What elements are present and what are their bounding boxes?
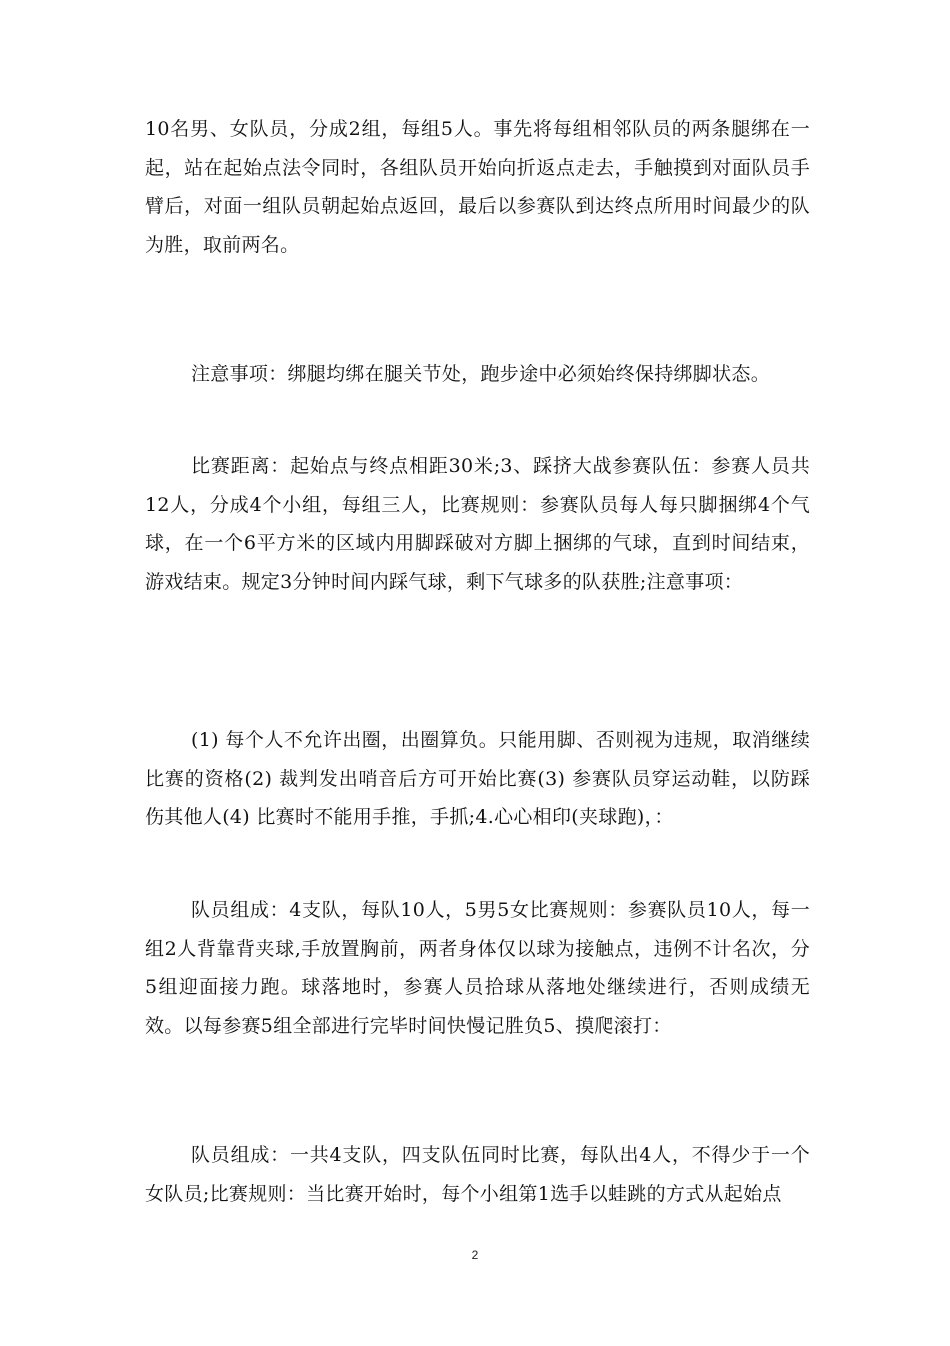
paragraph-leg-binding-notes: 注意事项：绑腿均绑在腿关节处，跑步途中必须始终保持绑脚状态。 [191,363,771,385]
paragraph-leg-binding-rules: 10名男、女队员，分成2组，每组5人。事先将每组相邻队员的两条腿绑在一起，站在起始点法令同时，各组队员开始向折返点走去，手触摸到对面队员手臂后，对面一组队员朝起始点返回，最后以参赛队到达终点所用时间最少的队为胜，取前两名。 [145,118,810,256]
paragraph-crawl-roll-rules: 队员组成：一共4支队，四支队伍同时比赛，每队出4人，不得少于一个女队员;比赛规则：当比赛开始时，每个小组第1选手以蛙跳的方式从起始点 [145,1144,810,1205]
paragraph-balloon-stomp-rules: 比赛距离：起始点与终点相距30米;3、踩挤大战参赛队伍：参赛人员共12人，分成4个小组，每组三人，比赛规则：参赛队员每人每只脚捆绑4个气球，在一个6平方米的区域内用脚踩破对方脚上捆绑的气球，直到时间结束，游戏结束。规定3分钟时间内踩气球，剩下气球多的队获胜;注意事项： [145,455,810,593]
paragraph-balloon-stomp-notes: (1) 每个人不允许出圈，出圈算负。只能用脚、否则视为违规，取消继续比赛的资格(2) 裁判发出哨音后方可开始比赛(3) 参赛队员穿运动鞋，以防踩伤其他人(4) 比赛时不能用手推，手抓;4.心心相印(夹球跑)，： [145,729,810,828]
paragraph-ball-carry-relay-rules: 队员组成：4支队，每队10人，5男5女比赛规则：参赛队员10人，每一组2人背靠背夹球,手放置胸前，两者身体仅以球为接触点，违例不计名次，分5组迎面接力跑。球落地时，参赛人员拾球从落地处继续进行，否则成绩无效。以每参赛5组全部进行完毕时间快慢记胜负5、摸爬滚打： [145,899,810,1037]
page-number: 2 [471,1248,479,1262]
